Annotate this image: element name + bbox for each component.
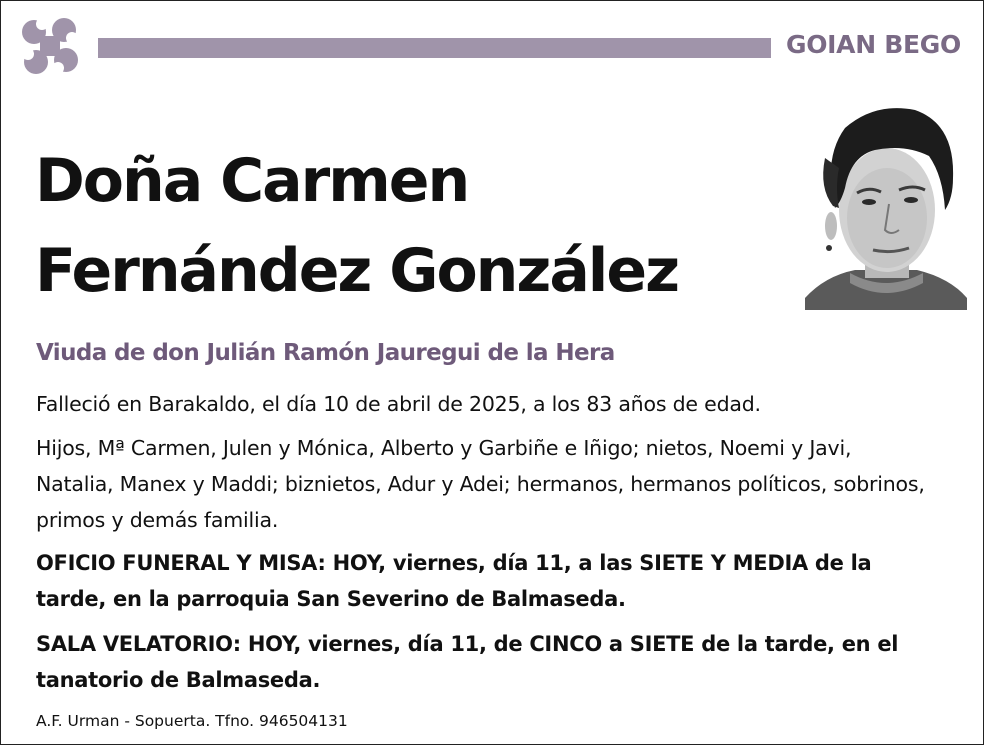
- funeral-home-contact: A.F. Urman - Sopuerta. Tfno. 946504131: [36, 712, 348, 730]
- family-list: Hijos, Mª Carmen, Julen y Mónica, Alberto y Garbiñe e Iñigo; nietos, Noemi y Javi, Natalia, Manex y Maddi; biznietos, Adur y Adei; hermanos, hermanos políticos, sobrinos, primos y demás familia.: [36, 436, 925, 532]
- name-line-1: Doña Carmen: [35, 146, 469, 216]
- deceased-subtitle: Viuda de don Julián Ramón Jauregui de la Hera: [36, 340, 615, 366]
- death-notice: Falleció en Barakaldo, el día 10 de abril de 2025, a los 83 años de edad.: [36, 392, 761, 416]
- wake-room-info: SALA VELATORIO: HOY, viernes, día 11, de CINCO a SIETE de la tarde, en el tanatorio de Balmaseda.: [36, 632, 899, 692]
- lauburu-icon: [12, 10, 88, 82]
- funeral-service-info: OFICIO FUNERAL Y MISA: HOY, viernes, día 11, a las SIETE Y MEDIA de la tarde, en la parroquia San Severino de Balmaseda.: [36, 551, 872, 611]
- portrait-photo: [805, 98, 967, 310]
- name-line-2: Fernández González: [35, 236, 678, 306]
- section-title: GOIAN BEGO: [786, 30, 961, 59]
- deceased-name: [35, 136, 795, 316]
- header-divider-bar: [98, 38, 771, 58]
